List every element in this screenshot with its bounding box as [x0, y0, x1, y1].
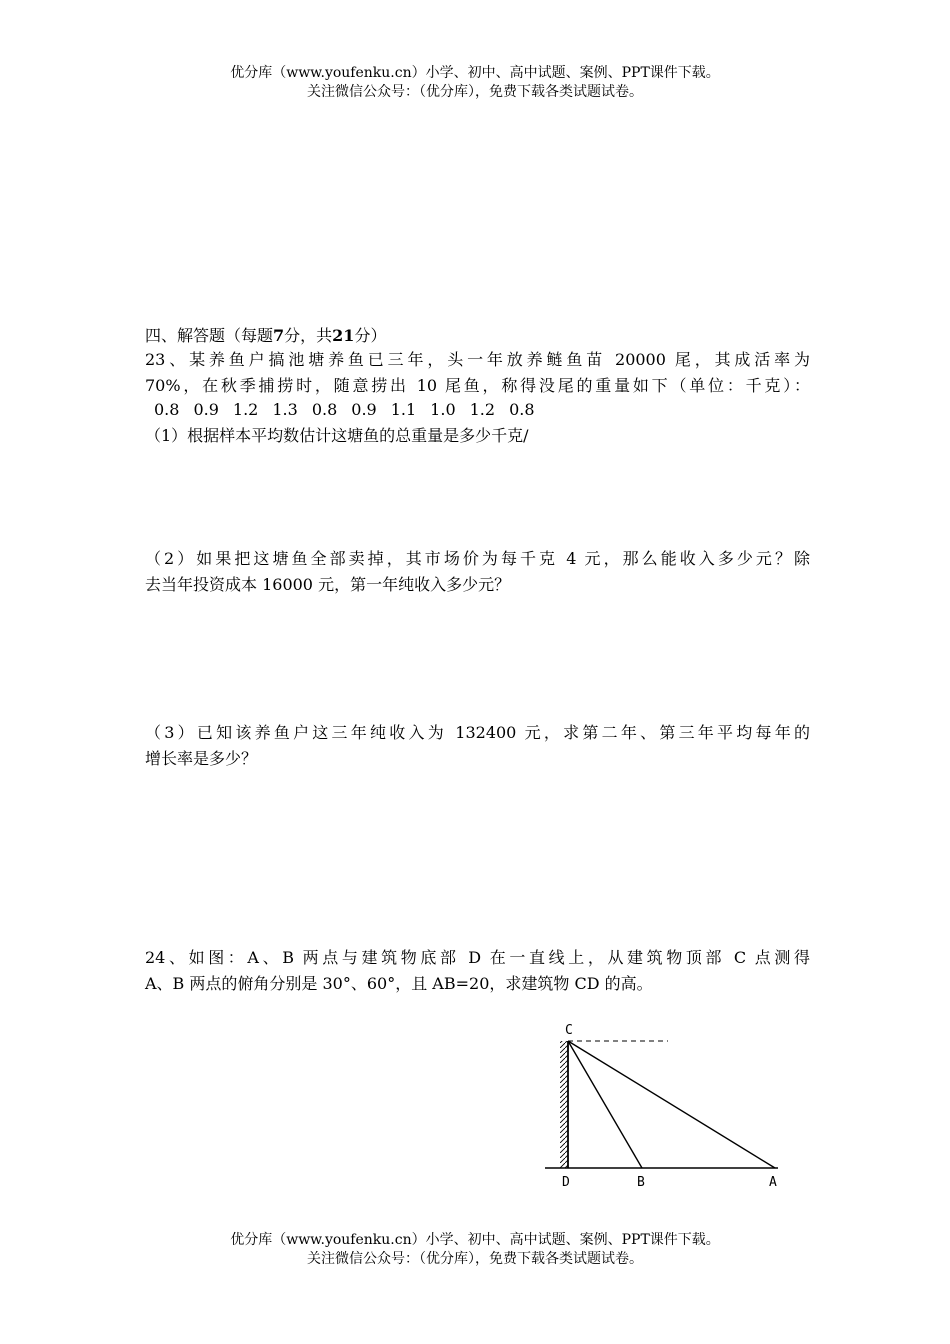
header-line-1: 优分库（www.youfenku.cn）小学、初中、高中试题、案例、PPT课件下载。 [230, 65, 720, 81]
label-a: A [769, 1175, 777, 1190]
q24-stem-line-1: 24、如图：A、B 两点与建筑物底部 D 在一直线上，从建筑物顶部 C 点测得 [145, 948, 810, 967]
weight-value: 1.2 [469, 400, 496, 419]
weight-value: 0.8 [311, 400, 338, 419]
footer-line-2: 关注微信公众号：（优分库），免费下载各类试题试卷。 [307, 1251, 643, 1267]
section-title-prefix: 四、解答题（每题 [145, 326, 274, 345]
line-ca [568, 1041, 775, 1168]
weight-value: 1.2 [232, 400, 259, 419]
building-angle-diagram [540, 1018, 790, 1198]
weight-value: 1.0 [430, 400, 456, 419]
q23-part-1: （1）根据样本平均数估计这塘鱼的总重量是多少千克/ [145, 426, 529, 445]
weight-value: 1.1 [390, 400, 417, 419]
label-d: D [562, 1175, 570, 1190]
q23-part-2-line-2: 去当年投资成本 16000 元，第一年纯收入多少元？ [145, 575, 511, 594]
weight-value: 0.9 [351, 400, 377, 419]
label-c: C [565, 1023, 573, 1038]
weight-value: 0.9 [193, 400, 219, 419]
q23-weights [154, 398, 819, 422]
building-hatch [560, 1041, 568, 1168]
header-line-2: 关注微信公众号：（优分库），免费下载各类试题试卷。 [307, 84, 643, 100]
q23-stem-line-2: 70%，在秋季捕捞时，随意捞出 10 尾鱼，称得没尾的重量如下（单位：千克）： [145, 376, 810, 395]
q24-stem-line-2: A、B 两点的俯角分别是 30°、60°，且 AB=20，求建筑物 CD 的高。 [145, 974, 653, 993]
label-b: B [637, 1175, 645, 1190]
line-cb [568, 1041, 642, 1168]
q23-stem-line-1: 23、某养鱼户搞池塘养鱼已三年，头一年放养鲢鱼苗 20000 尾，其成活率为 [145, 350, 810, 369]
section-title-suffix: 分） [354, 326, 387, 345]
q23-part-3-line-1: （3）已知该养鱼户这三年纯收入为 132400 元，求第二年、第三年平均每年的 [145, 723, 810, 742]
section-points-total: 21 [332, 326, 355, 345]
footer-line-1: 优分库（www.youfenku.cn）小学、初中、高中试题、案例、PPT课件下载。 [230, 1232, 720, 1248]
section-points-each: 7 [273, 326, 285, 345]
weight-value: 1.3 [272, 400, 298, 419]
weight-value: 0.8 [154, 400, 180, 419]
weight-value: 0.8 [509, 400, 535, 419]
section-title-mid: 分，共 [284, 326, 333, 345]
q23-part-3-line-2: 增长率是多少？ [145, 749, 258, 768]
q23-part-2-line-1: （2）如果把这塘鱼全部卖掉，其市场价为每千克 4 元，那么能收入多少元？除 [145, 549, 810, 568]
section-title [145, 324, 810, 348]
